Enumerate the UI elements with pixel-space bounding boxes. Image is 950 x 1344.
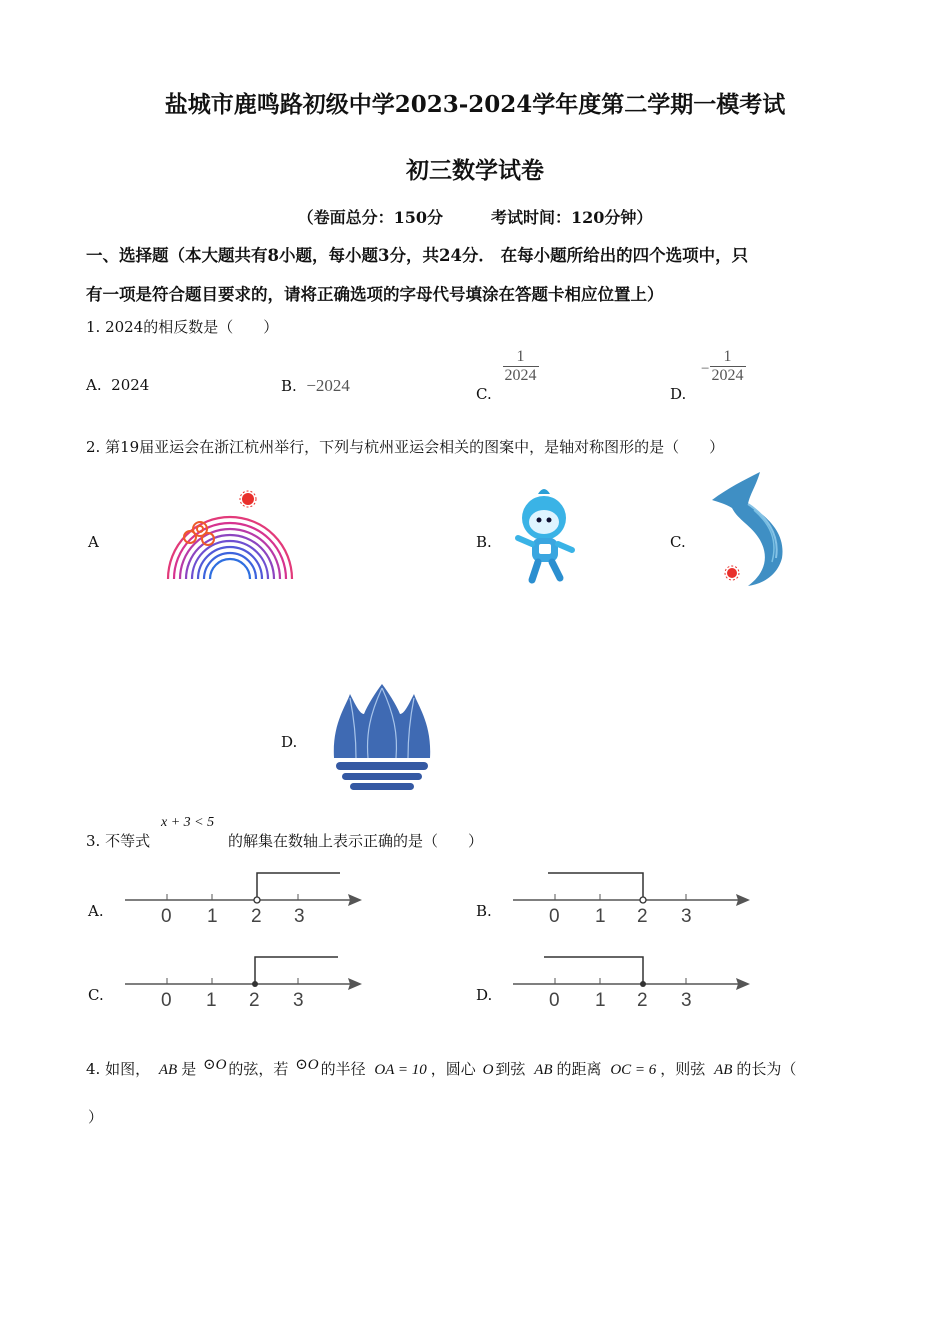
- q4-ab-3: AB: [714, 1062, 733, 1078]
- q1-option-c[interactable]: [476, 348, 539, 403]
- tick-3: 3: [293, 990, 304, 1011]
- exam-title: 盐城市鹿鸣路初级中学2023-2024学年度第二学期一模考试: [164, 91, 786, 118]
- q4-text-3: 的弦，若: [228, 1060, 289, 1078]
- number-line-c: [120, 952, 370, 1012]
- q2-d-label[interactable]: D.: [281, 733, 298, 751]
- q1-stem: 1. 2024的相反数是（ ）: [86, 318, 279, 336]
- q2-a-label[interactable]: A: [88, 533, 99, 551]
- q4-circle-o-1: ⊙O: [203, 1057, 227, 1073]
- section-heading-line1: 一、选择题（本大题共有8小题，每小题3分，共24分． 在每小题所给出的四个选项中，只: [86, 246, 749, 265]
- number-line-b: [508, 868, 758, 928]
- q1-d-denominator: 2024: [711, 367, 744, 384]
- tick-2: 2: [251, 906, 262, 927]
- q3-stem-post: 的解集在数轴上表示正确的是（ ）: [228, 832, 484, 850]
- exam-info: （卷面总分：150分 考试时间：120分钟）: [297, 208, 653, 227]
- q1-c-label: C.: [476, 384, 492, 403]
- q4-text-7: 的距离: [556, 1060, 602, 1078]
- tick-1: 1: [206, 990, 217, 1011]
- q1-c-denominator: 2024: [504, 367, 537, 384]
- q4-text-5: ，圆心: [430, 1060, 476, 1078]
- q3-c-label[interactable]: C.: [88, 986, 104, 1004]
- asian-games-emblem-image: [160, 487, 300, 587]
- q1-option-d[interactable]: [670, 348, 746, 403]
- section-heading-line2: 有一项是符合题目要求的，请将正确选项的字母代号填涂在答题卡相应位置上）: [86, 285, 664, 304]
- tick-0: 0: [549, 990, 560, 1011]
- tick-3: 3: [681, 906, 692, 927]
- q4-text-6: 到弦: [495, 1060, 526, 1078]
- q1-b-label: B.: [281, 377, 297, 395]
- q3-inequality: x + 3 < 5: [161, 815, 215, 830]
- tick-2: 2: [637, 906, 648, 927]
- q4-text-2: 是: [181, 1060, 197, 1078]
- whale-tail-image: [708, 470, 794, 588]
- q1-d-sign: −: [701, 360, 710, 377]
- q2-c-label[interactable]: C.: [670, 533, 686, 551]
- q4-stem: [86, 1058, 796, 1079]
- q1-d-label: D.: [670, 384, 687, 403]
- q4-text-4: 的半径: [320, 1060, 366, 1078]
- q1-option-b[interactable]: [281, 376, 350, 396]
- q3-b-label[interactable]: B.: [476, 902, 492, 920]
- q1-option-a[interactable]: [86, 376, 149, 394]
- tick-3: 3: [294, 906, 305, 927]
- q1-d-fraction: [710, 348, 746, 385]
- q1-d-numerator: 1: [723, 348, 732, 365]
- q4-circle-o-2: ⊙O: [295, 1057, 319, 1073]
- q4-text-1: 4. 如图，: [86, 1060, 151, 1078]
- lotus-image: [330, 684, 434, 792]
- q2-stem: 2. 第19届亚运会在浙江杭州举行，下列与杭州亚运会相关的图案中，是轴对称图形的是（ ）: [86, 438, 725, 456]
- q4-ab-2: AB: [534, 1062, 553, 1078]
- tick-3: 3: [681, 990, 692, 1011]
- q4-oa: OA = 10: [374, 1062, 427, 1078]
- exam-subtitle: 初三数学试卷: [406, 157, 544, 184]
- tick-2: 2: [249, 990, 260, 1011]
- tick-0: 0: [161, 906, 172, 927]
- tick-2: 2: [637, 990, 648, 1011]
- q4-ab-1: AB: [158, 1062, 178, 1078]
- q1-a-value: 2024: [111, 376, 150, 394]
- q4-end: ）: [88, 1108, 104, 1126]
- q1-a-label: A.: [86, 376, 102, 394]
- tick-1: 1: [595, 906, 606, 927]
- q4-o: O: [482, 1062, 494, 1078]
- tick-0: 0: [161, 990, 172, 1011]
- number-line-a: [120, 868, 370, 928]
- tick-1: 1: [207, 906, 218, 927]
- mascot-image: [512, 486, 578, 586]
- q3-d-label[interactable]: D.: [476, 986, 493, 1004]
- q4-oc: OC = 6: [610, 1062, 657, 1078]
- q4-text-8: ，则弦: [660, 1060, 706, 1078]
- q3-a-label[interactable]: A.: [88, 902, 104, 920]
- number-line-d: [508, 952, 758, 1012]
- tick-1: 1: [595, 990, 606, 1011]
- tick-0: 0: [549, 906, 560, 927]
- q1-b-value: −2024: [306, 376, 350, 395]
- q1-c-fraction: [503, 348, 539, 385]
- q2-b-label[interactable]: B.: [476, 533, 492, 551]
- q4-text-9: 的长为（: [736, 1060, 797, 1078]
- q1-c-numerator: 1: [516, 348, 525, 365]
- q3-stem-pre: 3. 不等式: [86, 832, 151, 850]
